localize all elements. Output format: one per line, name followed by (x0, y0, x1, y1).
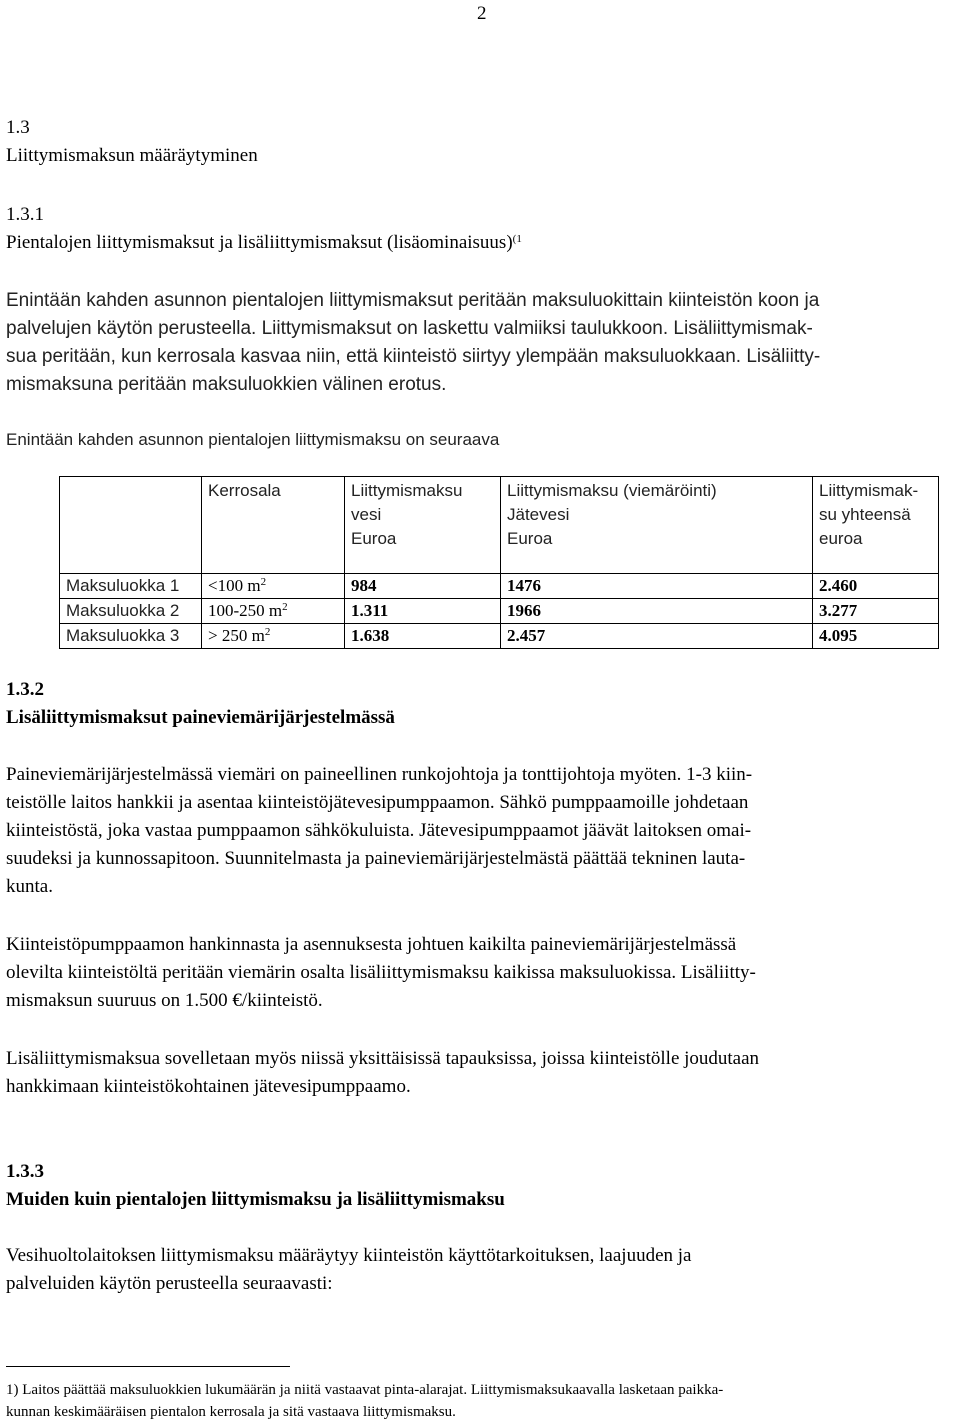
cell-wastewater: 1966 (501, 599, 813, 624)
title-bold: Pientalojen liittymismaksut ja lisäliittymismaksut (6, 232, 383, 253)
section-title-1-3-1 (6, 229, 522, 257)
cell-total: 4.095 (813, 624, 939, 649)
footnote-divider (6, 1366, 290, 1367)
para-line: sua peritään, kun kerrosala kasvaa niin, että kiinteistö siirtyy ylempään maksuluokkaan. Lisäliitty- (6, 346, 821, 367)
fee-table (59, 476, 939, 649)
section-title-1-3-3: Muiden kuin pientalojen liittymismaksu ja lisäliittymismaksu (6, 1189, 505, 1210)
header-line: Liittymismaksu (351, 481, 463, 500)
cell-area: > 250 $m^2$ (202, 624, 345, 649)
header-line: euroa (819, 529, 863, 548)
title-rest: (lisäominaisuus) (382, 232, 513, 253)
page-number: 2 (477, 3, 487, 24)
header-line: Liittymismak- (819, 481, 919, 500)
para-line: kiinteistöstä, joka vastaa pumppaamon sähkökuluista. Jätevesipumppaamot jäävät laitoksen omai- (6, 820, 752, 841)
header-kerrosala: Kerrosala (202, 477, 345, 566)
cell-wastewater: 1476 (501, 574, 813, 599)
cell-water: 1.311 (345, 599, 501, 624)
table-spacer (60, 565, 939, 574)
table-row (60, 599, 939, 624)
header-line: Euroa (507, 529, 553, 548)
header-line: Liittymismaksu (viemäröinti) (507, 481, 717, 500)
cell-wastewater: 2.457 (501, 624, 813, 649)
cell-total: 3.277 (813, 599, 939, 624)
cell-class: Maksuluokka 2 (60, 599, 202, 624)
para-line: Kiinteistöpumppaamon hankinnasta ja asennuksesta johtuen kaikilta paineviemärijärjestelmässä (6, 934, 737, 955)
header-line: vesi (351, 505, 382, 524)
para-line: hankkimaan kiinteistökohtainen jätevesipumppaamo. (6, 1076, 411, 1097)
cell-area: <100 $m^2$ (202, 574, 345, 599)
header-water (345, 477, 501, 566)
para-line: Lisäliittymismaksua sovelletaan myös niissä yksittäisissä tapauksissa, joissa kiinteistölle joudutaan (6, 1048, 760, 1069)
table-header-row (60, 477, 939, 566)
footnote-line: 1) Laitos päättää maksuluokkien lukumäärän ja niitä vastaavat pinta-alarajat. Liittymismaksukaavalla lasketaan paikka- (6, 1382, 724, 1398)
para-line: palvelujen käytön perusteella. Liittymismaksut on laskettu valmiiksi taulukkoon. Lisäliittymismak- (6, 318, 813, 339)
header-line: Jätevesi (507, 505, 570, 524)
section-number-1-3-2: 1.3.2 (6, 679, 44, 700)
header-line: Euroa (351, 529, 397, 548)
section-title-1-3-2: Lisäliittymismaksut paineviemärijärjestelmässä (6, 707, 395, 728)
para-line: Paineviemärijärjestelmässä viemäri on paineellinen runkojohtoja ja tonttijohtoja myöten. 1-3 kiin- (6, 764, 753, 785)
section-number-1-3-1: 1.3.1 (6, 204, 44, 225)
footnote-line: kunnan keskimääräisen pientalon kerrosala ja sitä vastaava liittymismaksu. (6, 1404, 456, 1420)
para-line: palveluiden käytön perusteella seuraavasti: (6, 1273, 333, 1294)
para-line: suudeksi ja kunnossapitoon. Suunnitelmasta ja paineviemärijärjestelmästä päättää tekninen lauta- (6, 848, 746, 869)
section-title-1-3: Liittymismaksun määräytyminen (6, 145, 258, 166)
header-empty (60, 477, 202, 566)
footnote-ref: (1 (512, 233, 522, 245)
header-line: su yhteensä (819, 505, 911, 524)
cell-water: 984 (345, 574, 501, 599)
para-line: Vesihuoltolaitoksen liittymismaksu määräytyy kiinteistön käyttötarkoituksen, laajuuden ja (6, 1245, 692, 1266)
header-total (813, 477, 939, 566)
cell-area: 100-250 $m^2$ (202, 599, 345, 624)
table-intro: Enintään kahden asunnon pientalojen liittymismaksu on seuraava (6, 430, 500, 449)
section-number-1-3: 1.3 (6, 117, 30, 138)
header-wastewater (501, 477, 813, 566)
cell-water: 1.638 (345, 624, 501, 649)
cell-total: 2.460 (813, 574, 939, 599)
para-line: mismaksun suuruus on 1.500 €/kiinteistö. (6, 990, 323, 1011)
table-row (60, 624, 939, 649)
cell-class: Maksuluokka 3 (60, 624, 202, 649)
para-line: kunta. (6, 876, 53, 897)
para-line: olevilta kiinteistöltä peritään viemärin osalta lisäliittymismaksu kaikissa maksuluokissa. Lisäliitty- (6, 962, 756, 983)
section-number-1-3-3: 1.3.3 (6, 1161, 44, 1182)
para-line: mismaksuna peritään maksuluokkien välinen erotus. (6, 374, 447, 395)
para-line: Enintään kahden asunnon pientalojen liittymismaksut peritään maksuluokittain kiinteistön koon ja (6, 290, 820, 311)
table-row (60, 574, 939, 599)
para-line: teistölle laitos hankkii ja asentaa kiinteistöjätevesipumppaamon. Sähkö pumppaamoille johdetaan (6, 792, 749, 813)
cell-class: Maksuluokka 1 (60, 574, 202, 599)
